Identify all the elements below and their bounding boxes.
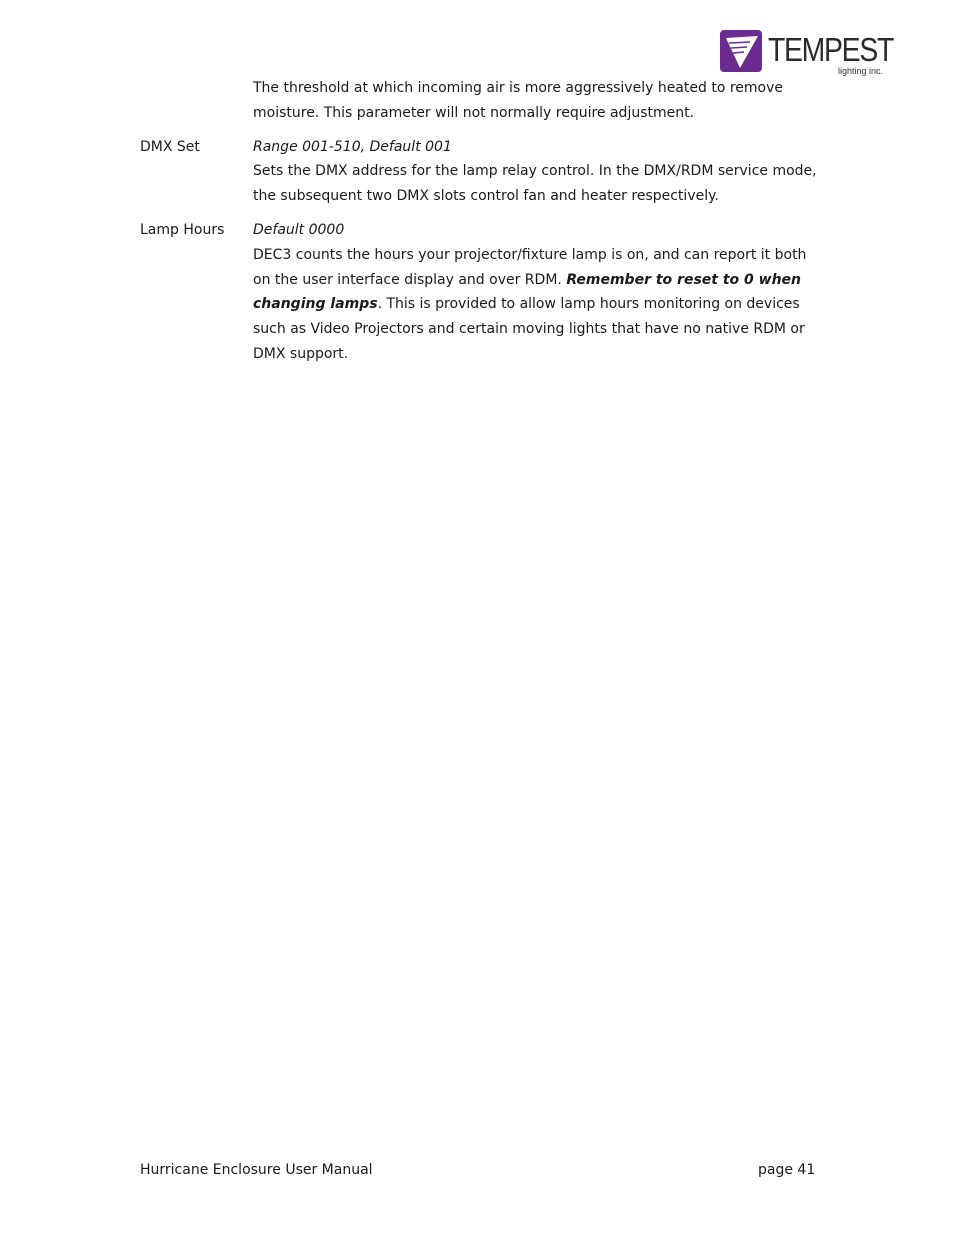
param-lamp-hours <box>140 218 820 367</box>
tempest-logo-icon <box>720 30 762 72</box>
param-description: Sets the DMX address for the lamp relay control. In the DMX/RDM service mode, the subsequent two DMX slots control fan and heater respectively. <box>253 163 817 205</box>
footer-title: Hurricane Enclosure User Manual <box>140 1162 373 1178</box>
logo-wordmark: TEMPEST <box>768 31 894 68</box>
description-emphasis: Remember to reset to 0 when changing lamps <box>253 271 801 313</box>
param-term: DMX Set <box>140 138 200 155</box>
description-text: . This is provided to allow lamp hours monitoring on devices such as Video Projectors and certain moving lights that have no native RDM or DMX support. <box>253 296 805 362</box>
param-description-block <box>253 135 820 209</box>
param-term: Lamp Hours <box>140 221 225 238</box>
param-range: Default 0000 <box>253 221 345 238</box>
param-description-block <box>253 218 820 367</box>
param-range: Range 001-510, Default 001 <box>253 138 452 155</box>
logo-subtitle: lighting inc. <box>838 66 884 76</box>
intro-paragraph: The threshold at which incoming air is more aggressively heated to remove moisture. This parameter will not normally require adjustment. <box>253 80 783 121</box>
param-dmx-set <box>140 135 820 209</box>
page-number: page 41 <box>758 1162 816 1178</box>
tempest-logo <box>720 30 895 78</box>
description-text: DEC3 counts the hours your projector/fixture lamp is on, and can report it both on the user interface display and over RDM. <box>253 246 807 288</box>
param-description <box>253 243 820 367</box>
document-body <box>140 76 820 376</box>
